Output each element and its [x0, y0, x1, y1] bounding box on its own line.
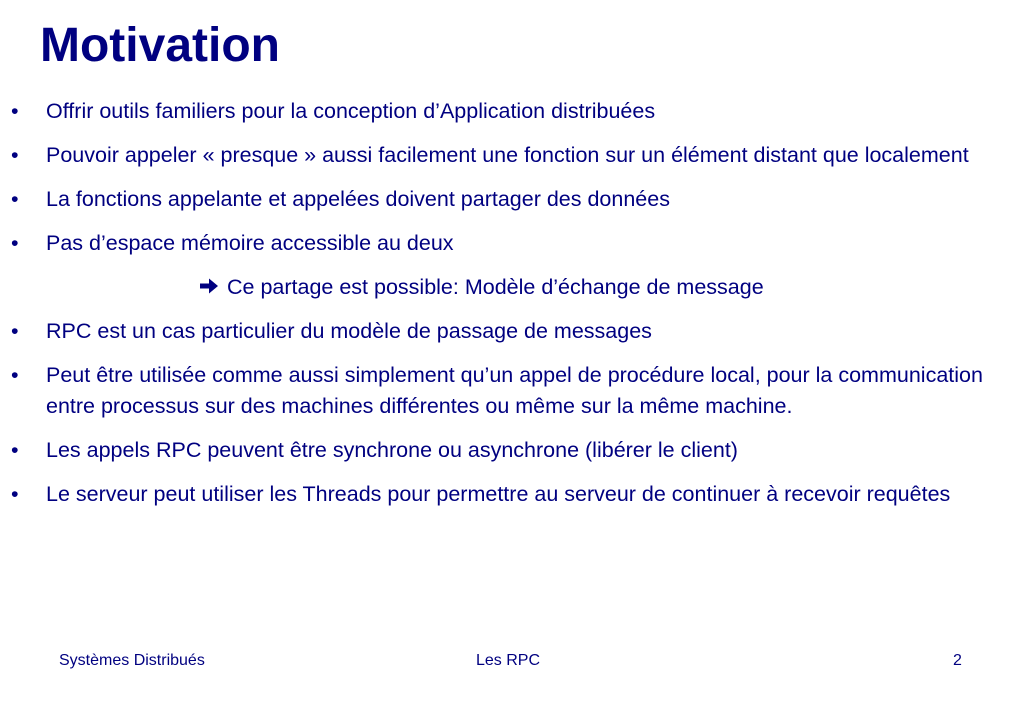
list-item [0, 479, 1023, 510]
list-item [0, 140, 1023, 171]
bullet-dot-icon: • [11, 482, 19, 506]
list-item-text: Les appels RPC peuvent être synchrone ou asynchrone (libérer le client) [46, 438, 738, 462]
footer-page-number: 2 [953, 652, 962, 669]
list-item [0, 360, 1023, 422]
list-item [0, 435, 1023, 466]
bullet-dot-icon: • [11, 319, 19, 343]
list-item-text: Peut être utilisée comme aussi simplement qu’un appel de procédure local, pour la communication entre processus sur des machines différentes ou même sur la même machine. [46, 363, 983, 418]
list-item-text: Le serveur peut utiliser les Threads pour permettre au serveur de continuer à recevoir requêtes [46, 482, 951, 506]
list-item-text: La fonctions appelante et appelées doivent partager des données [46, 187, 670, 211]
slide-title: Motivation [40, 19, 280, 72]
bullet-list [0, 96, 1023, 523]
bullet-dot-icon: • [11, 143, 19, 167]
list-item-text: Pas d’espace mémoire accessible au deux [46, 231, 454, 255]
list-item [0, 184, 1023, 215]
bullet-dot-icon: • [11, 231, 19, 255]
bullet-dot-icon: • [11, 438, 19, 462]
list-item [0, 316, 1023, 347]
list-item-text: Ce partage est possible: Modèle d’échange de message [227, 275, 764, 299]
list-item-arrow [0, 272, 1023, 303]
right-arrow-icon [199, 277, 219, 295]
bullet-dot-icon: • [11, 187, 19, 211]
footer-section-title: Les RPC [476, 652, 541, 669]
list-item-text: Pouvoir appeler « presque » aussi facilement une fonction sur un élément distant que localement [46, 143, 969, 167]
list-item-text: Offrir outils familiers pour la conception d’Application distribuées [46, 99, 656, 123]
list-item-text: RPC est un cas particulier du modèle de passage de messages [46, 319, 652, 343]
footer-course-title: Systèmes Distribués [59, 652, 205, 669]
list-item [0, 96, 1023, 127]
bullet-dot-icon: • [11, 363, 19, 387]
list-item [0, 228, 1023, 259]
bullet-dot-icon: • [11, 99, 19, 123]
